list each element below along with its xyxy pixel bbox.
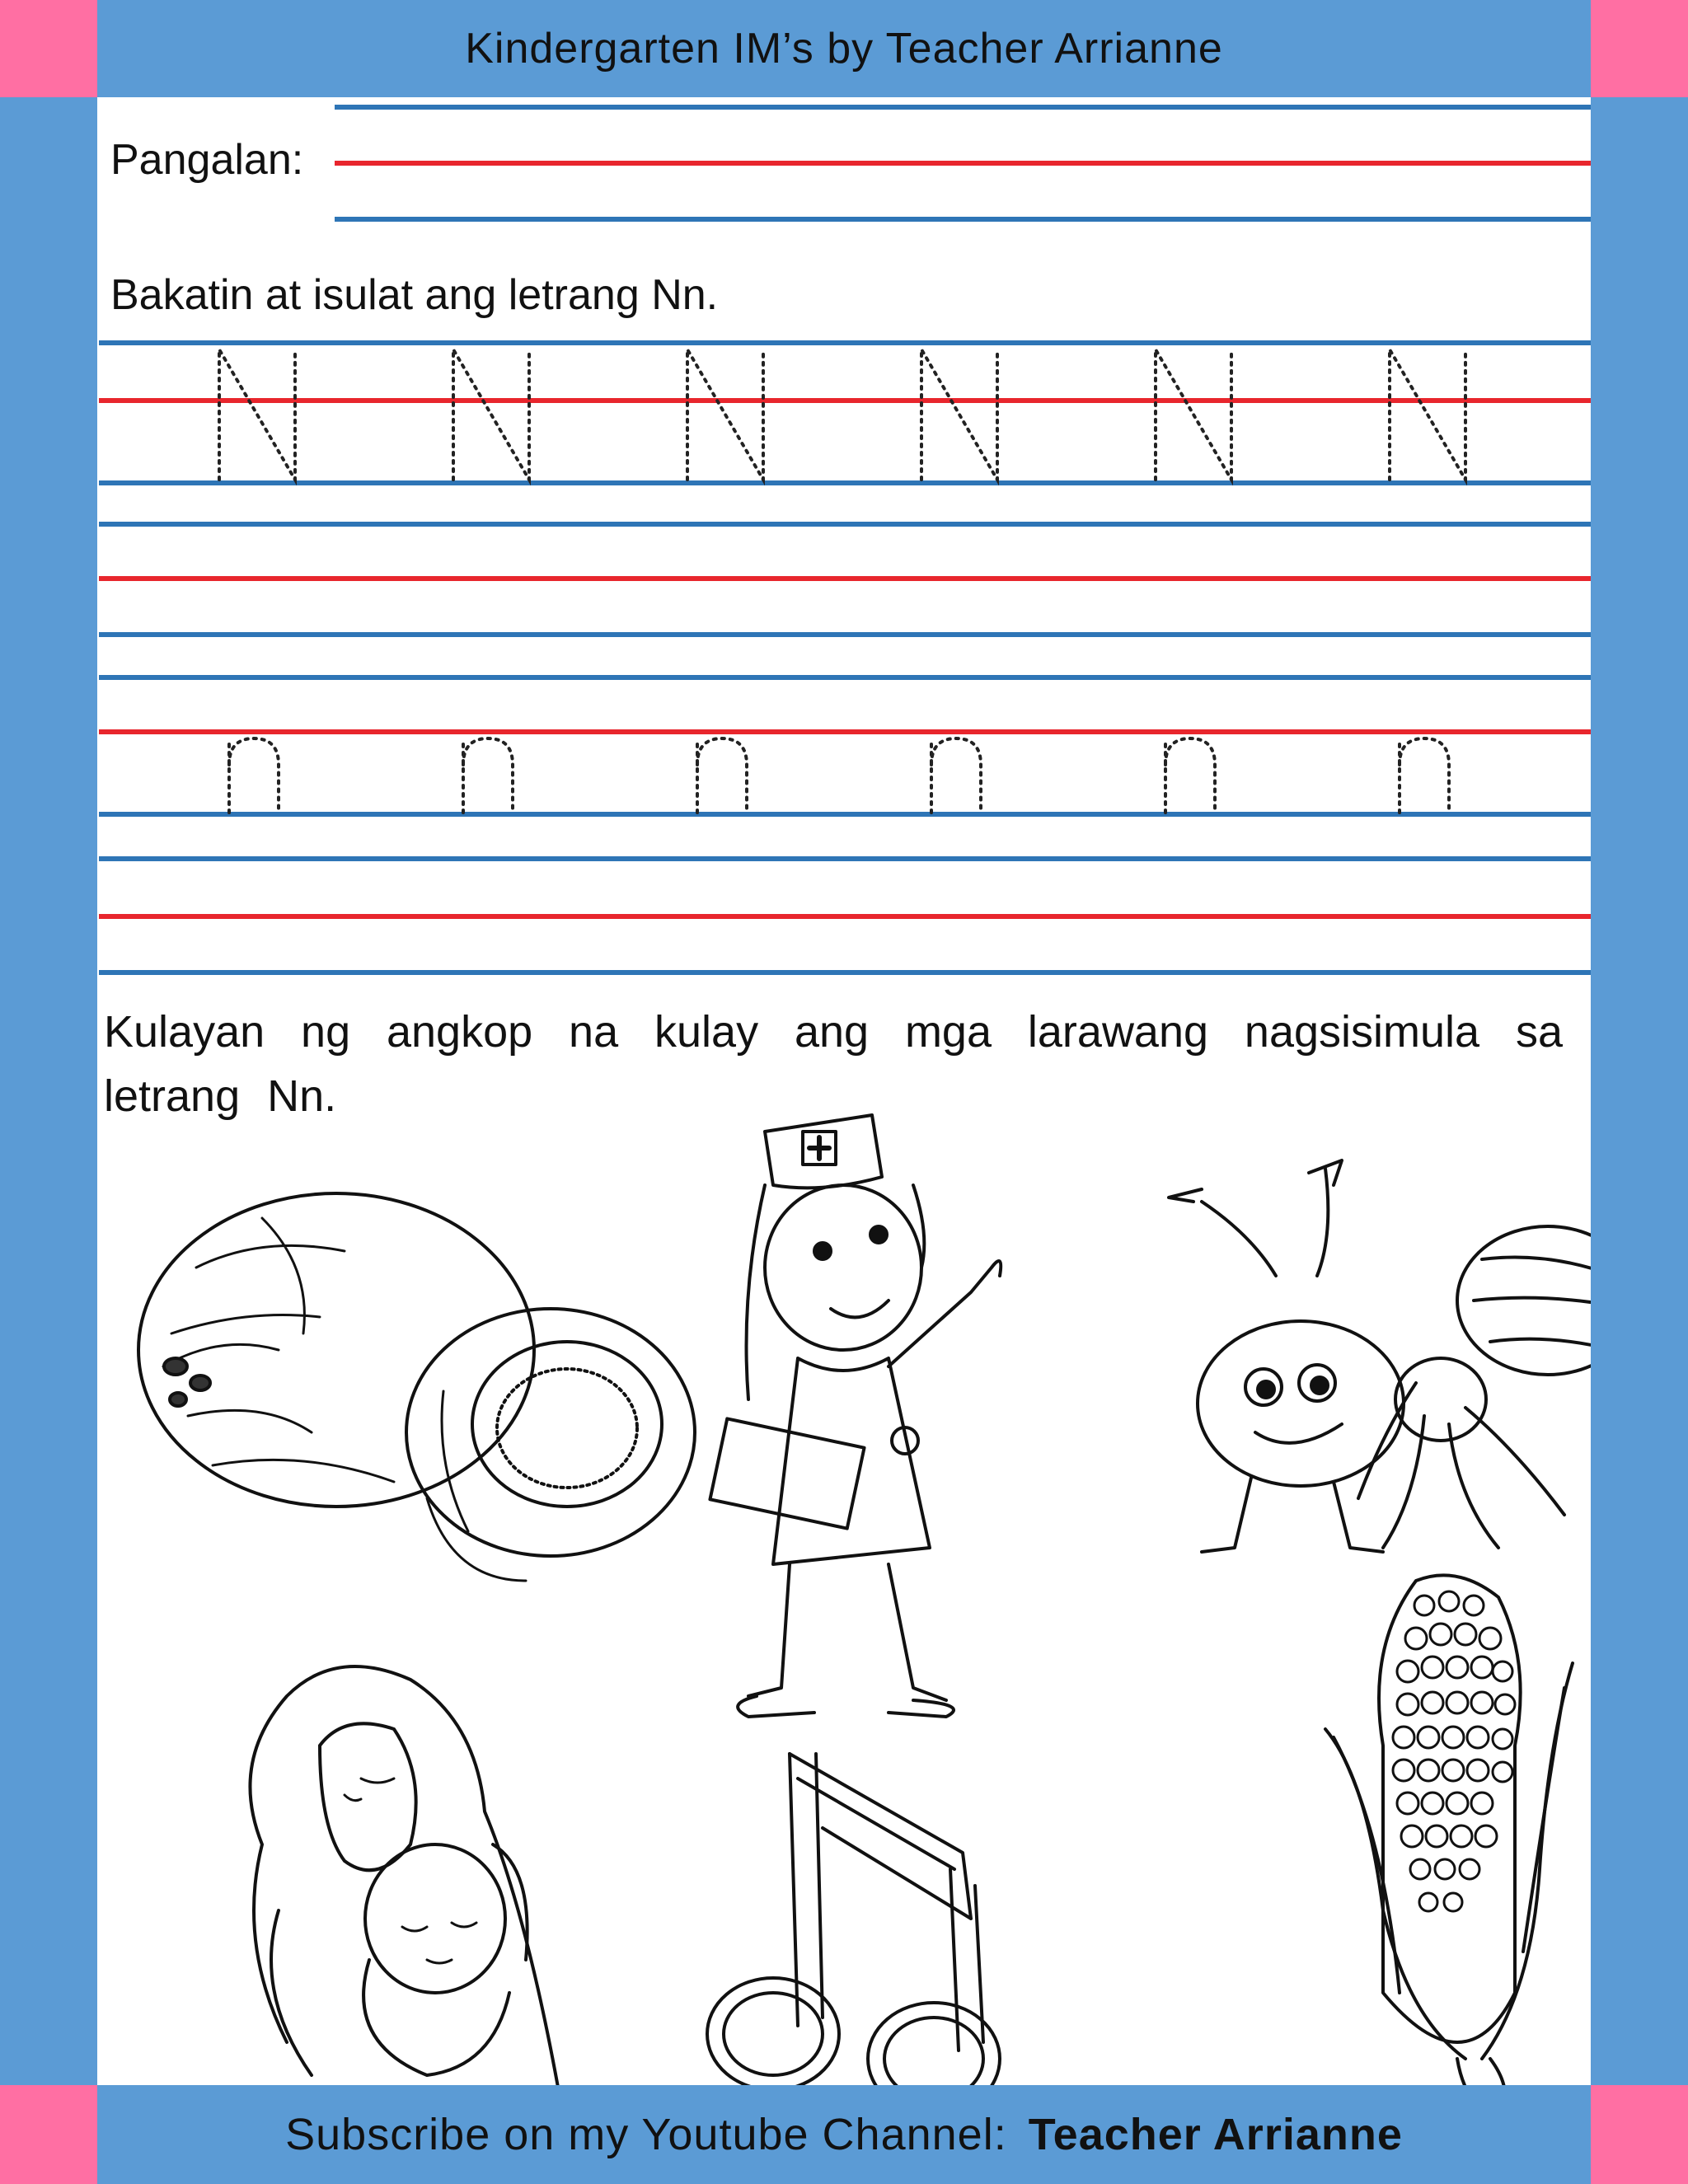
channel-name[interactable]: Teacher Arrianne (1028, 2110, 1403, 2159)
name-label: Pangalan: (110, 136, 304, 184)
coconut-icon[interactable] (138, 1193, 695, 1581)
trace-letter-n[interactable] (229, 738, 279, 813)
coloring-instruction: Kulayan ng angkop na kulay ang mga larawang nagsisimula sa letrang Nn. (104, 1007, 1563, 1121)
trace-letter-N[interactable] (453, 349, 529, 480)
footer-text (285, 2109, 1403, 2160)
mother-and-baby-icon[interactable] (250, 1666, 559, 2085)
corner-top-right (1591, 0, 1688, 97)
header-title: Kindergarten IM’s by Teacher Arrianne (465, 25, 1223, 73)
name-writing-line[interactable] (335, 107, 1591, 219)
footer-banner (97, 2085, 1591, 2184)
trace-letter-n[interactable] (697, 738, 747, 813)
ant-icon[interactable] (1169, 1160, 1591, 1552)
corner-top-left (0, 0, 97, 97)
worksheet-paper (97, 97, 1591, 2085)
trace-letter-n[interactable] (931, 738, 981, 813)
header-banner (97, 0, 1591, 97)
corner-bottom-left (0, 2085, 97, 2184)
trace-letter-n[interactable] (1400, 738, 1449, 813)
tracing-band-uppercase[interactable] (99, 343, 1591, 483)
writing-band-lowercase[interactable] (99, 859, 1591, 972)
writing-band-uppercase[interactable] (99, 524, 1591, 635)
corn-icon[interactable] (1325, 1575, 1573, 2085)
subscribe-text: Subscribe on my Youtube Channel: (285, 2110, 1007, 2159)
music-note-icon[interactable] (707, 1754, 1000, 2085)
tracing-band-lowercase[interactable] (99, 677, 1591, 814)
trace-letter-N[interactable] (687, 349, 763, 480)
tracing-instruction: Bakatin at isulat ang letrang Nn. (110, 271, 719, 319)
trace-letter-n[interactable] (463, 738, 513, 813)
trace-letter-n[interactable] (1165, 738, 1215, 813)
trace-letter-N[interactable] (1390, 349, 1465, 480)
handwriting-lines (97, 97, 1591, 1086)
trace-letter-N[interactable] (921, 349, 997, 480)
corner-bottom-right (1591, 2085, 1688, 2184)
trace-letter-N[interactable] (219, 349, 295, 480)
trace-letter-N[interactable] (1156, 349, 1231, 480)
nurse-icon[interactable] (710, 1115, 1001, 1717)
